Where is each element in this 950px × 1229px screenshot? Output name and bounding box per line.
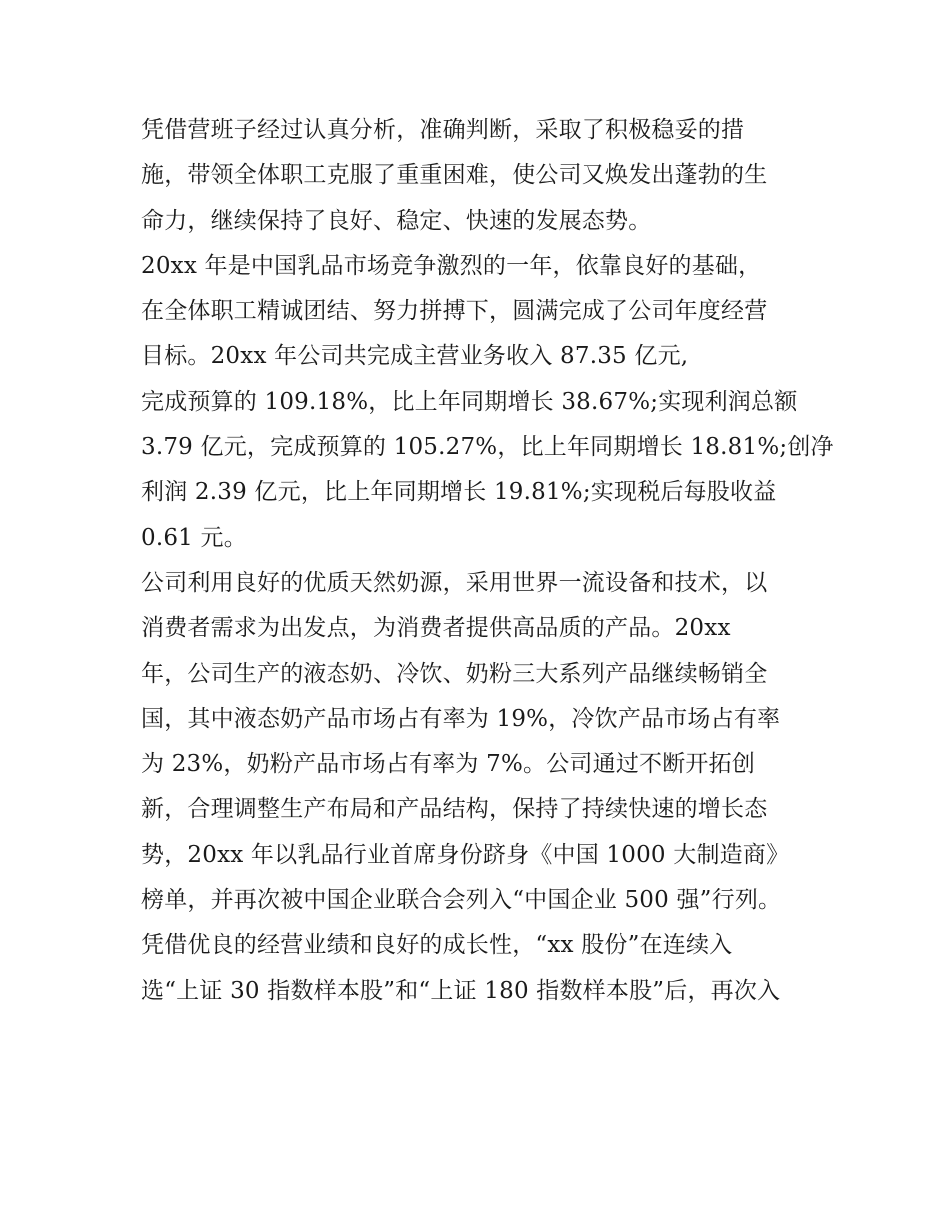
text-line: 凭借营班子经过认真分析，准确判断，采取了积极稳妥的措 (141, 117, 745, 143)
text-line: 施，带领全体职工克服了重重困难，使公司又焕发出蓬勃的生 (141, 162, 768, 189)
text-line: 凭借优良的经营业绩和良好的成长性，“xx 股份”在连续入 (141, 932, 733, 959)
text-line: 利润 2.39 亿元，比上年同期增长 19.81%;实现税后每股收益 (141, 479, 777, 506)
text-line: 国，其中液态奶产品市场占有率为 19%，冷饮产品市场占有率 (141, 705, 781, 732)
text-line: 榜单，并再次被中国企业联合会列入“中国企业 500 强”行列。 (141, 887, 782, 914)
text-line: 势，20xx 年以乳品行业首席身份跻身《中国 1000 大制造商》 (141, 841, 790, 868)
text-line: 在全体职工精诚团结、努力拼搏下，圆满完成了公司年度经营 (141, 298, 768, 325)
body-text (141, 108, 841, 1014)
text-line: 选“上证 30 指数样本股”和“上证 180 指数样本股”后，再次入 (141, 977, 781, 1004)
text-line: 年，公司生产的液态奶、冷饮、奶粉三大系列产品继续畅销全 (141, 660, 768, 687)
text-line: 0.61 元。 (141, 524, 247, 551)
text-line: 3.79 亿元，完成预算的 105.27%，比上年同期增长 18.81%;创净 (141, 434, 834, 461)
text-line: 完成预算的 109.18%，比上年同期增长 38.67%;实现利润总额 (141, 388, 798, 415)
text-line: 新，合理调整生产布局和产品结构，保持了持续快速的增长态 (141, 796, 768, 823)
text-line: 目标。20xx 年公司共完成主营业务收入 87.35 亿元, (141, 343, 689, 370)
text-line: 消费者需求为出发点，为消费者提供高品质的产品。20xx (141, 615, 731, 642)
text-line: 命力，继续保持了良好、稳定、快速的发展态势。 (141, 207, 652, 234)
text-line: 公司利用良好的优质天然奶源，采用世界一流设备和技术，以 (141, 569, 768, 596)
text-line: 20xx 年是中国乳品市场竞争激烈的一年，依靠良好的基础， (141, 252, 762, 279)
text-line: 为 23%，奶粉产品市场占有率为 7%。公司通过不断开拓创 (141, 751, 756, 778)
